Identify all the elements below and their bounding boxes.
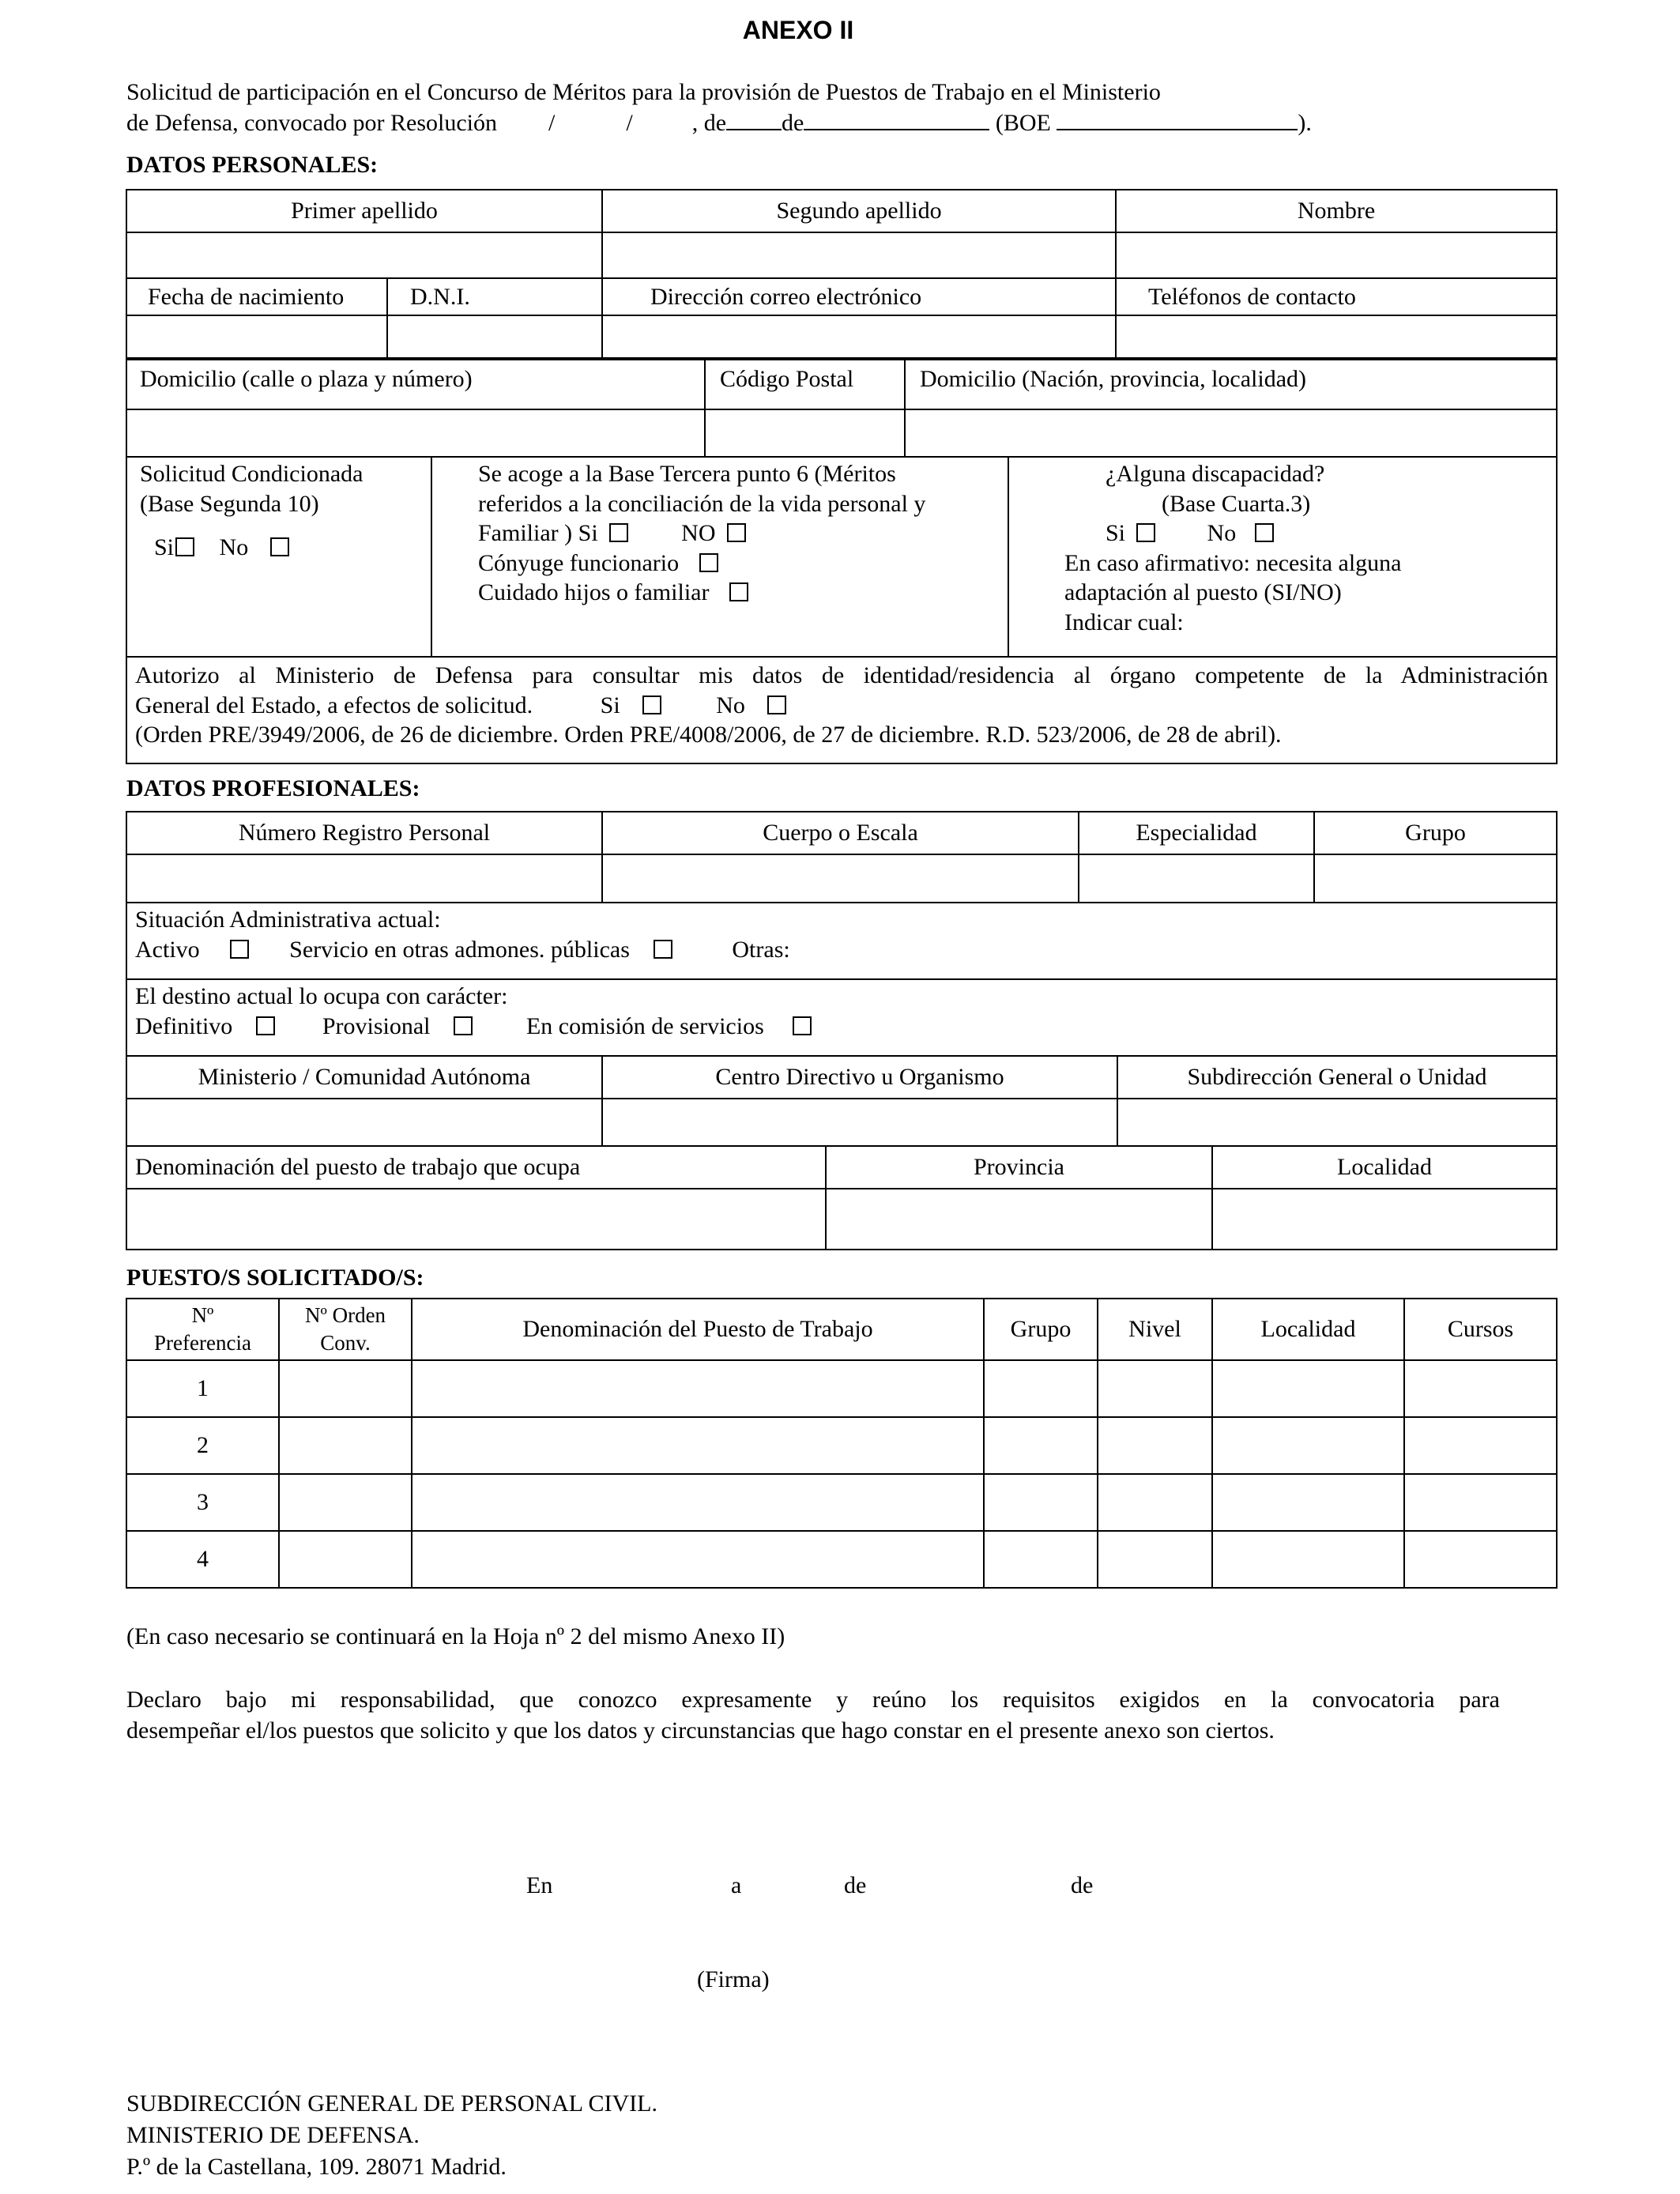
provincia-label: Provincia: [826, 1146, 1212, 1189]
base3-line-3: [478, 518, 996, 548]
document-title: ANEXO II: [742, 16, 854, 44]
autorizo-line-2: [135, 691, 1548, 721]
intro-end: ).: [1298, 110, 1312, 136]
destino-actual-table: [126, 1055, 1558, 1147]
table-row: [126, 1360, 1557, 1417]
puesto-cell[interactable]: [412, 1360, 984, 1417]
autorizo-cell: [126, 657, 1557, 763]
centro-label: Centro Directivo u Organismo: [602, 1056, 1117, 1099]
puesto-cell[interactable]: [1098, 1474, 1212, 1531]
discapacidad-cell: [1008, 457, 1557, 657]
otras-label: Otras:: [732, 936, 790, 963]
preferencia-number: 1: [126, 1360, 279, 1417]
date-slash-1: /: [548, 110, 556, 136]
col-preferencia: [126, 1299, 279, 1360]
puesto-cell[interactable]: [1404, 1474, 1557, 1531]
puesto-cell[interactable]: [279, 1531, 412, 1588]
autorizo-line-3: (Orden PRE/3949/2006, de 26 de diciembre. Orden PRE/4008/2006, de 27 de diciembre. R.D. 523/2006, de 28 de abril).: [135, 722, 1282, 748]
base3-line-1: Se acoge a la Base Tercera punto 6 (Méritos: [478, 461, 896, 487]
fecha-nacimiento-field[interactable]: [126, 315, 387, 358]
intro-text-1: Solicitud de participación en el Concurso de Méritos para la provisión de Puestos de Trabajo en el Ministerio: [126, 79, 1161, 105]
puesto-cell[interactable]: [1212, 1531, 1404, 1588]
ministerio-field[interactable]: [126, 1099, 602, 1146]
puestos-table: [126, 1298, 1558, 1589]
disc-options: [1064, 518, 1545, 548]
comision-checkbox[interactable]: [793, 1016, 812, 1035]
primer-apellido-field[interactable]: [126, 232, 602, 278]
cuidado-line: [478, 578, 996, 608]
puesto-cell[interactable]: [412, 1531, 984, 1588]
condicionada-no-label: No: [219, 534, 249, 560]
base3-line-2: referidos a la conciliación de la vida personal y: [478, 490, 926, 517]
puestos-heading: PUESTO/S SOLICITADO/S:: [126, 1265, 424, 1291]
subdireccion-label: Subdirección General o Unidad: [1117, 1056, 1557, 1099]
situacion-cell: [126, 903, 1557, 979]
declaracion-line-1: Declaro bajo mi responsabilidad, que conozco expresamente y reúno los requisitos exigidos en la convocatoria para: [126, 1687, 1500, 1713]
denominacion-label: Denominación del puesto de trabajo que ocupa: [126, 1146, 826, 1189]
servicio-checkbox[interactable]: [654, 940, 672, 959]
autorizo-si-label: Si: [600, 692, 620, 718]
telefonos-label: Teléfonos de contacto: [1116, 278, 1557, 315]
puesto-cell[interactable]: [1098, 1360, 1212, 1417]
correo-field[interactable]: [602, 315, 1116, 358]
preferencia-number: 4: [126, 1531, 279, 1588]
definitivo-checkbox[interactable]: [256, 1016, 275, 1035]
intro-text-2: de Defensa, convocado por Resolución: [126, 110, 498, 136]
condicionada-si-label: Si: [154, 534, 175, 560]
localidad-field[interactable]: [1212, 1189, 1557, 1250]
firma-en: En: [526, 1872, 553, 1898]
servicio-label: Servicio en otras admones. públicas: [289, 936, 630, 963]
boe-blank[interactable]: [1057, 108, 1298, 130]
segundo-apellido-field[interactable]: [602, 232, 1116, 278]
conyuge-checkbox[interactable]: [699, 553, 718, 572]
codigo-postal-label: Código Postal: [705, 360, 905, 409]
domicilio-nacion-field[interactable]: [905, 409, 1557, 457]
table-row: [126, 1531, 1557, 1588]
month-blank[interactable]: [804, 108, 989, 130]
conyuge-label: Cónyuge funcionario: [478, 549, 680, 576]
nombre-label: Nombre: [1116, 190, 1557, 232]
destino-label: El destino actual lo ocupa con carácter:: [135, 983, 508, 1009]
base3-no-label: NO: [681, 520, 716, 546]
puesto-cell[interactable]: [1098, 1417, 1212, 1474]
col-orden-2: Conv.: [320, 1331, 371, 1355]
nombre-field[interactable]: [1116, 232, 1557, 278]
activo-checkbox[interactable]: [230, 940, 249, 959]
comision-label: En comisión de servicios: [525, 1012, 764, 1039]
datos-personales-heading: DATOS PERSONALES:: [126, 152, 379, 178]
provincia-field[interactable]: [826, 1189, 1212, 1250]
destino-cell: [126, 979, 1557, 1056]
day-blank[interactable]: [726, 108, 782, 130]
dni-label: D.N.I.: [387, 278, 602, 315]
primer-apellido-label: Primer apellido: [126, 190, 602, 232]
footer-line-2: MINISTERIO DE DEFENSA.: [126, 2122, 420, 2148]
conyuge-line: [478, 548, 996, 579]
autorizo-no-checkbox[interactable]: [767, 696, 786, 714]
subdireccion-field[interactable]: [1117, 1099, 1557, 1146]
puesto-cell[interactable]: [984, 1417, 1098, 1474]
nrp-label: Número Registro Personal: [126, 812, 602, 854]
disc-question: ¿Alguna discapacidad?: [1106, 461, 1325, 487]
localidad-label: Localidad: [1212, 1146, 1557, 1189]
puesto-cell[interactable]: [1404, 1360, 1557, 1417]
situacion-table: [126, 902, 1558, 1057]
cuidado-checkbox[interactable]: [729, 582, 748, 601]
declaracion-line-2: desempeñar el/los puestos que solicito y que los datos y circunstancias que hago constar en el presente anexo son ciertos.: [126, 1717, 1275, 1744]
domicilio-table: [126, 359, 1558, 458]
base3-si-checkbox[interactable]: [609, 523, 628, 542]
autorizo-no-label: No: [716, 692, 745, 718]
condicionada-options: [140, 533, 420, 563]
footer-line-1: SUBDIRECCIÓN GENERAL DE PERSONAL CIVIL.: [126, 2090, 657, 2117]
autorizo-text: General del Estado, a efectos de solicitud.: [135, 692, 533, 718]
firma-a: a: [731, 1872, 742, 1898]
datos-profesionales-heading: DATOS PROFESIONALES:: [126, 775, 420, 801]
puesto-cell[interactable]: [1098, 1531, 1212, 1588]
datos-profesionales-table: [126, 811, 1558, 903]
cuidado-label: Cuidado hijos o familiar: [478, 579, 710, 605]
col-preferencia-2: Preferencia: [154, 1331, 251, 1355]
date-slash-2: /: [626, 110, 633, 136]
especialidad-field[interactable]: [1079, 854, 1314, 903]
puesto-cell[interactable]: [1212, 1474, 1404, 1531]
puesto-cell[interactable]: [1404, 1531, 1557, 1588]
puesto-cell[interactable]: [984, 1360, 1098, 1417]
cuerpo-label: Cuerpo o Escala: [602, 812, 1079, 854]
col-denominacion: Denominación del Puesto de Trabajo: [412, 1299, 984, 1360]
disc-no-checkbox[interactable]: [1255, 523, 1274, 542]
col-orden: [279, 1299, 412, 1360]
puesto-cell[interactable]: [1404, 1417, 1557, 1474]
condicionada-no-checkbox[interactable]: [270, 537, 289, 556]
correo-label: Dirección correo electrónico: [602, 278, 1116, 315]
puesto-cell[interactable]: [412, 1474, 984, 1531]
telefonos-field[interactable]: [1116, 315, 1557, 358]
disc-line-4: adaptación al puesto (SI/NO): [1064, 579, 1342, 605]
puesto-cell[interactable]: [1212, 1360, 1404, 1417]
puesto-cell[interactable]: [984, 1531, 1098, 1588]
datos-personales-table: [126, 189, 1558, 359]
conciliacion-cell: [431, 457, 1008, 657]
codigo-postal-field[interactable]: [705, 409, 905, 457]
condiciones-table: [126, 456, 1558, 764]
activo-label: Activo: [135, 936, 200, 963]
autorizo-si-checkbox[interactable]: [642, 696, 661, 714]
preferencia-number: 3: [126, 1474, 279, 1531]
col-grupo: Grupo: [984, 1299, 1098, 1360]
puesto-cell[interactable]: [412, 1417, 984, 1474]
definitivo-label: Definitivo: [135, 1012, 233, 1039]
segundo-apellido-label: Segundo apellido: [602, 190, 1116, 232]
cuerpo-field[interactable]: [602, 854, 1079, 903]
domicilio-nacion-label: Domicilio (Nación, provincia, localidad): [905, 360, 1557, 409]
autorizo-line-1: Autorizo al Ministerio de Defensa para consultar mis datos de identidad/residencia al órgano competente de la Administración: [135, 662, 1548, 688]
disc-no-label: No: [1207, 520, 1237, 546]
intro-line-2: [126, 108, 1312, 138]
condicionada-si-checkbox[interactable]: [175, 537, 194, 556]
col-nivel: Nivel: [1098, 1299, 1212, 1360]
intro-line-1: [126, 77, 1470, 107]
ministerio-label: Ministerio / Comunidad Autónoma: [126, 1056, 602, 1099]
firma-de-2: de: [1071, 1872, 1094, 1898]
table-row: [126, 1417, 1557, 1474]
situacion-label: Situación Administrativa actual:: [135, 907, 441, 933]
grupo-field[interactable]: [1314, 854, 1557, 903]
intro-boe: (BOE: [995, 110, 1051, 136]
col-localidad: Localidad: [1212, 1299, 1404, 1360]
domicilio-calle-label: Domicilio (calle o plaza y número): [126, 360, 705, 409]
col-cursos: Cursos: [1404, 1299, 1557, 1360]
disc-si-label: Si: [1106, 520, 1126, 546]
base3-no-checkbox[interactable]: [727, 523, 746, 542]
solicitud-condicionada-cell: [126, 457, 431, 657]
col-preferencia-1: Nº: [191, 1302, 214, 1327]
footer-line-3: P.º de la Castellana, 109. 28071 Madrid.: [126, 2154, 507, 2180]
situacion-options: [135, 935, 1548, 965]
denominacion-field[interactable]: [126, 1189, 826, 1250]
destino-options: [135, 1012, 1548, 1042]
puesto-actual-table: [126, 1145, 1558, 1250]
dni-field[interactable]: [387, 315, 602, 358]
puesto-cell[interactable]: [279, 1360, 412, 1417]
puesto-cell[interactable]: [279, 1474, 412, 1531]
table-row: [126, 1474, 1557, 1531]
puesto-cell[interactable]: [1212, 1417, 1404, 1474]
base3-si-label: Familiar ) Si: [478, 520, 598, 546]
centro-field[interactable]: [602, 1099, 1117, 1146]
preferencia-number: 2: [126, 1417, 279, 1474]
condicionada-title: Solicitud Condicionada: [140, 461, 363, 487]
domicilio-calle-field[interactable]: [126, 409, 705, 457]
disc-line-3: En caso afirmativo: necesita alguna: [1064, 549, 1402, 576]
nrp-field[interactable]: [126, 854, 602, 903]
provisional-label: Provisional: [322, 1012, 431, 1039]
intro-de-2: de: [782, 110, 804, 136]
firma-de-1: de: [844, 1872, 867, 1898]
puesto-cell[interactable]: [279, 1417, 412, 1474]
fecha-nacimiento-label: Fecha de nacimiento: [126, 278, 387, 315]
provisional-checkbox[interactable]: [454, 1016, 473, 1035]
disc-si-checkbox[interactable]: [1136, 523, 1155, 542]
nota-continuacion: (En caso necesario se continuará en la Hoja nº 2 del mismo Anexo II): [126, 1623, 785, 1649]
firma-label: (Firma): [697, 1966, 770, 1992]
grupo-label: Grupo: [1314, 812, 1557, 854]
especialidad-label: Especialidad: [1079, 812, 1314, 854]
col-orden-1: Nº Orden: [304, 1302, 386, 1327]
disc-line-5: Indicar cual:: [1064, 609, 1184, 635]
condicionada-base: (Base Segunda 10): [140, 490, 319, 517]
puesto-cell[interactable]: [984, 1474, 1098, 1531]
disc-base: (Base Cuarta.3): [1162, 490, 1311, 517]
intro-de: , de: [691, 110, 727, 136]
